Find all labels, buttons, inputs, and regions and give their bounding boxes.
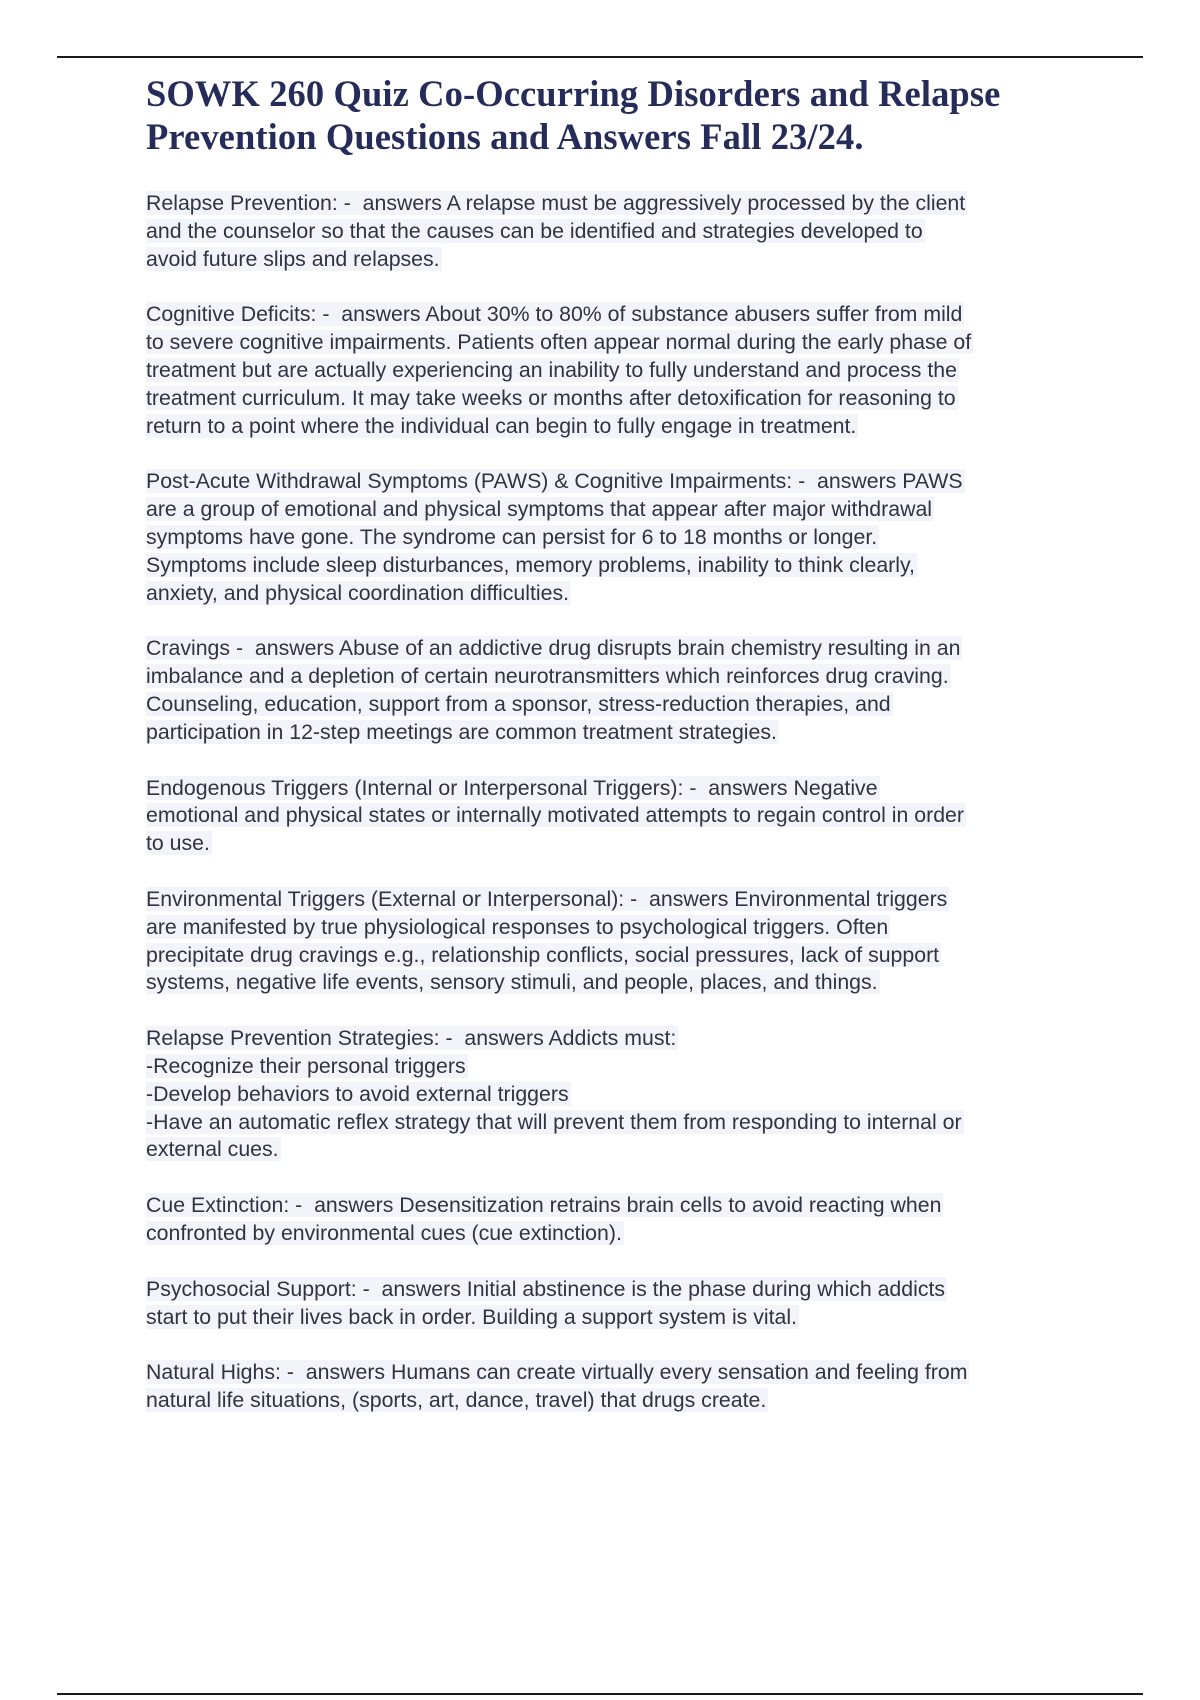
qa-line-text: return to a point where the individual can begin to fully engage in treatment.	[146, 413, 857, 438]
qa-line	[146, 190, 1096, 218]
qa-line	[146, 246, 1096, 274]
qa-entry	[146, 468, 1096, 607]
qa-line	[146, 1109, 1096, 1137]
qa-line	[146, 552, 1096, 580]
qa-line	[146, 357, 1096, 385]
qa-line-text: are manifested by true physiological responses to psychological triggers. Often	[146, 914, 889, 939]
qa-line	[146, 1387, 1096, 1415]
qa-line	[146, 775, 1096, 803]
qa-line-text: emotional and physical states or internally motivated attempts to regain control in order	[146, 803, 964, 828]
qa-line-text: external cues.	[146, 1137, 279, 1162]
qa-line-text: Counseling, education, support from a sponsor, stress-reduction therapies, and	[146, 691, 891, 716]
qa-line-text: imbalance and a depletion of certain neurotransmitters which reinforces drug craving.	[146, 664, 949, 689]
qa-line	[146, 301, 1096, 329]
qa-entry	[146, 1276, 1096, 1332]
qa-line-text: treatment but are actually experiencing an inability to fully understand and process the	[146, 357, 957, 382]
qa-line-text: natural life situations, (sports, art, dance, travel) that drugs create.	[146, 1388, 767, 1413]
qa-line-text: Post-Acute Withdrawal Symptoms (PAWS) & Cognitive Impairments: - answers PAWS	[146, 469, 963, 494]
qa-line	[146, 719, 1096, 747]
qa-line-text: Relapse Prevention Strategies: - answers Addicts must:	[146, 1026, 677, 1051]
qa-line	[146, 1304, 1096, 1332]
qa-line-text: participation in 12-step meetings are common treatment strategies.	[146, 719, 777, 744]
qa-entry	[146, 635, 1096, 746]
qa-list	[146, 190, 1096, 1415]
qa-line-text: are a group of emotional and physical symptoms that appear after major withdrawal	[146, 497, 933, 522]
qa-line-text: precipitate drug cravings e.g., relationship conflicts, social pressures, lack of support	[146, 942, 940, 967]
qa-line-text: avoid future slips and relapses.	[146, 246, 440, 271]
qa-line-text: -Recognize their personal triggers	[146, 1053, 466, 1078]
qa-line-text: treatment curriculum. It may take weeks or months after detoxification for reasoning to	[146, 385, 956, 410]
qa-line-text: Endogenous Triggers (Internal or Interpersonal Triggers): - answers Negative	[146, 775, 878, 800]
qa-line-text: and the counselor so that the causes can be identified and strategies developed to	[146, 218, 923, 243]
qa-entry	[146, 1359, 1096, 1415]
qa-line	[146, 1025, 1096, 1053]
qa-line-text: to severe cognitive impairments. Patients often appear normal during the early phase of	[146, 330, 972, 355]
qa-line-text: start to put their lives back in order. Building a support system is vital.	[146, 1304, 798, 1329]
qa-line-text: symptoms have gone. The syndrome can persist for 6 to 18 months or longer.	[146, 524, 878, 549]
qa-line	[146, 218, 1096, 246]
qa-line	[146, 1053, 1096, 1081]
qa-line	[146, 914, 1096, 942]
qa-line	[146, 969, 1096, 997]
qa-line-text: Symptoms include sleep disturbances, memory problems, inability to think clearly,	[146, 552, 915, 577]
qa-entry	[146, 886, 1096, 997]
qa-line	[146, 1220, 1096, 1248]
qa-line-text: Psychosocial Support: - answers Initial abstinence is the phase during which addicts	[146, 1276, 946, 1301]
qa-line	[146, 496, 1096, 524]
qa-line-text: to use.	[146, 831, 210, 856]
bottom-rule	[57, 1693, 1143, 1695]
qa-line	[146, 468, 1096, 496]
qa-line-text: Cravings - answers Abuse of an addictive drug disrupts brain chemistry resulting in an	[146, 636, 961, 661]
qa-entry	[146, 775, 1096, 858]
qa-line-text: Cognitive Deficits: - answers About 30% to 80% of substance abusers suffer from mild	[146, 302, 963, 327]
qa-line	[146, 1276, 1096, 1304]
qa-line	[146, 1136, 1096, 1164]
qa-line	[146, 580, 1096, 608]
qa-line-text: -Have an automatic reflex strategy that will prevent them from responding to internal or	[146, 1109, 962, 1134]
document-page	[146, 72, 1096, 1443]
qa-line	[146, 1081, 1096, 1109]
qa-line	[146, 635, 1096, 663]
qa-line	[146, 886, 1096, 914]
qa-line	[146, 802, 1096, 830]
qa-line-text: anxiety, and physical coordination difficulties.	[146, 580, 570, 605]
qa-line	[146, 1359, 1096, 1387]
qa-entry	[146, 190, 1096, 273]
qa-line	[146, 691, 1096, 719]
qa-line	[146, 329, 1096, 357]
qa-line	[146, 524, 1096, 552]
qa-line-text: Relapse Prevention: - answers A relapse must be aggressively processed by the client	[146, 191, 966, 215]
qa-entry	[146, 1192, 1096, 1248]
qa-line-text: Natural Highs: - answers Humans can create virtually every sensation and feeling from	[146, 1360, 968, 1385]
top-rule	[57, 56, 1143, 58]
qa-line	[146, 663, 1096, 691]
qa-line	[146, 385, 1096, 413]
qa-entry	[146, 301, 1096, 440]
qa-line-text: -Develop behaviors to avoid external triggers	[146, 1081, 569, 1106]
qa-line-text: confronted by environmental cues (cue extinction).	[146, 1220, 622, 1245]
document-title: SOWK 260 Quiz Co-Occurring Disorders and Relapse Prevention Questions and Answers Fall 23/24.	[146, 73, 1001, 157]
qa-line-text: Environmental Triggers (External or Interpersonal): - answers Environmental triggers	[146, 886, 948, 911]
qa-line	[146, 942, 1096, 970]
qa-entry	[146, 1025, 1096, 1164]
qa-line-text: systems, negative life events, sensory stimuli, and people, places, and things.	[146, 970, 878, 995]
qa-line	[146, 830, 1096, 858]
qa-line	[146, 413, 1096, 441]
qa-line	[146, 1192, 1096, 1220]
qa-line-text: Cue Extinction: - answers Desensitization retrains brain cells to avoid reacting when	[146, 1193, 942, 1218]
